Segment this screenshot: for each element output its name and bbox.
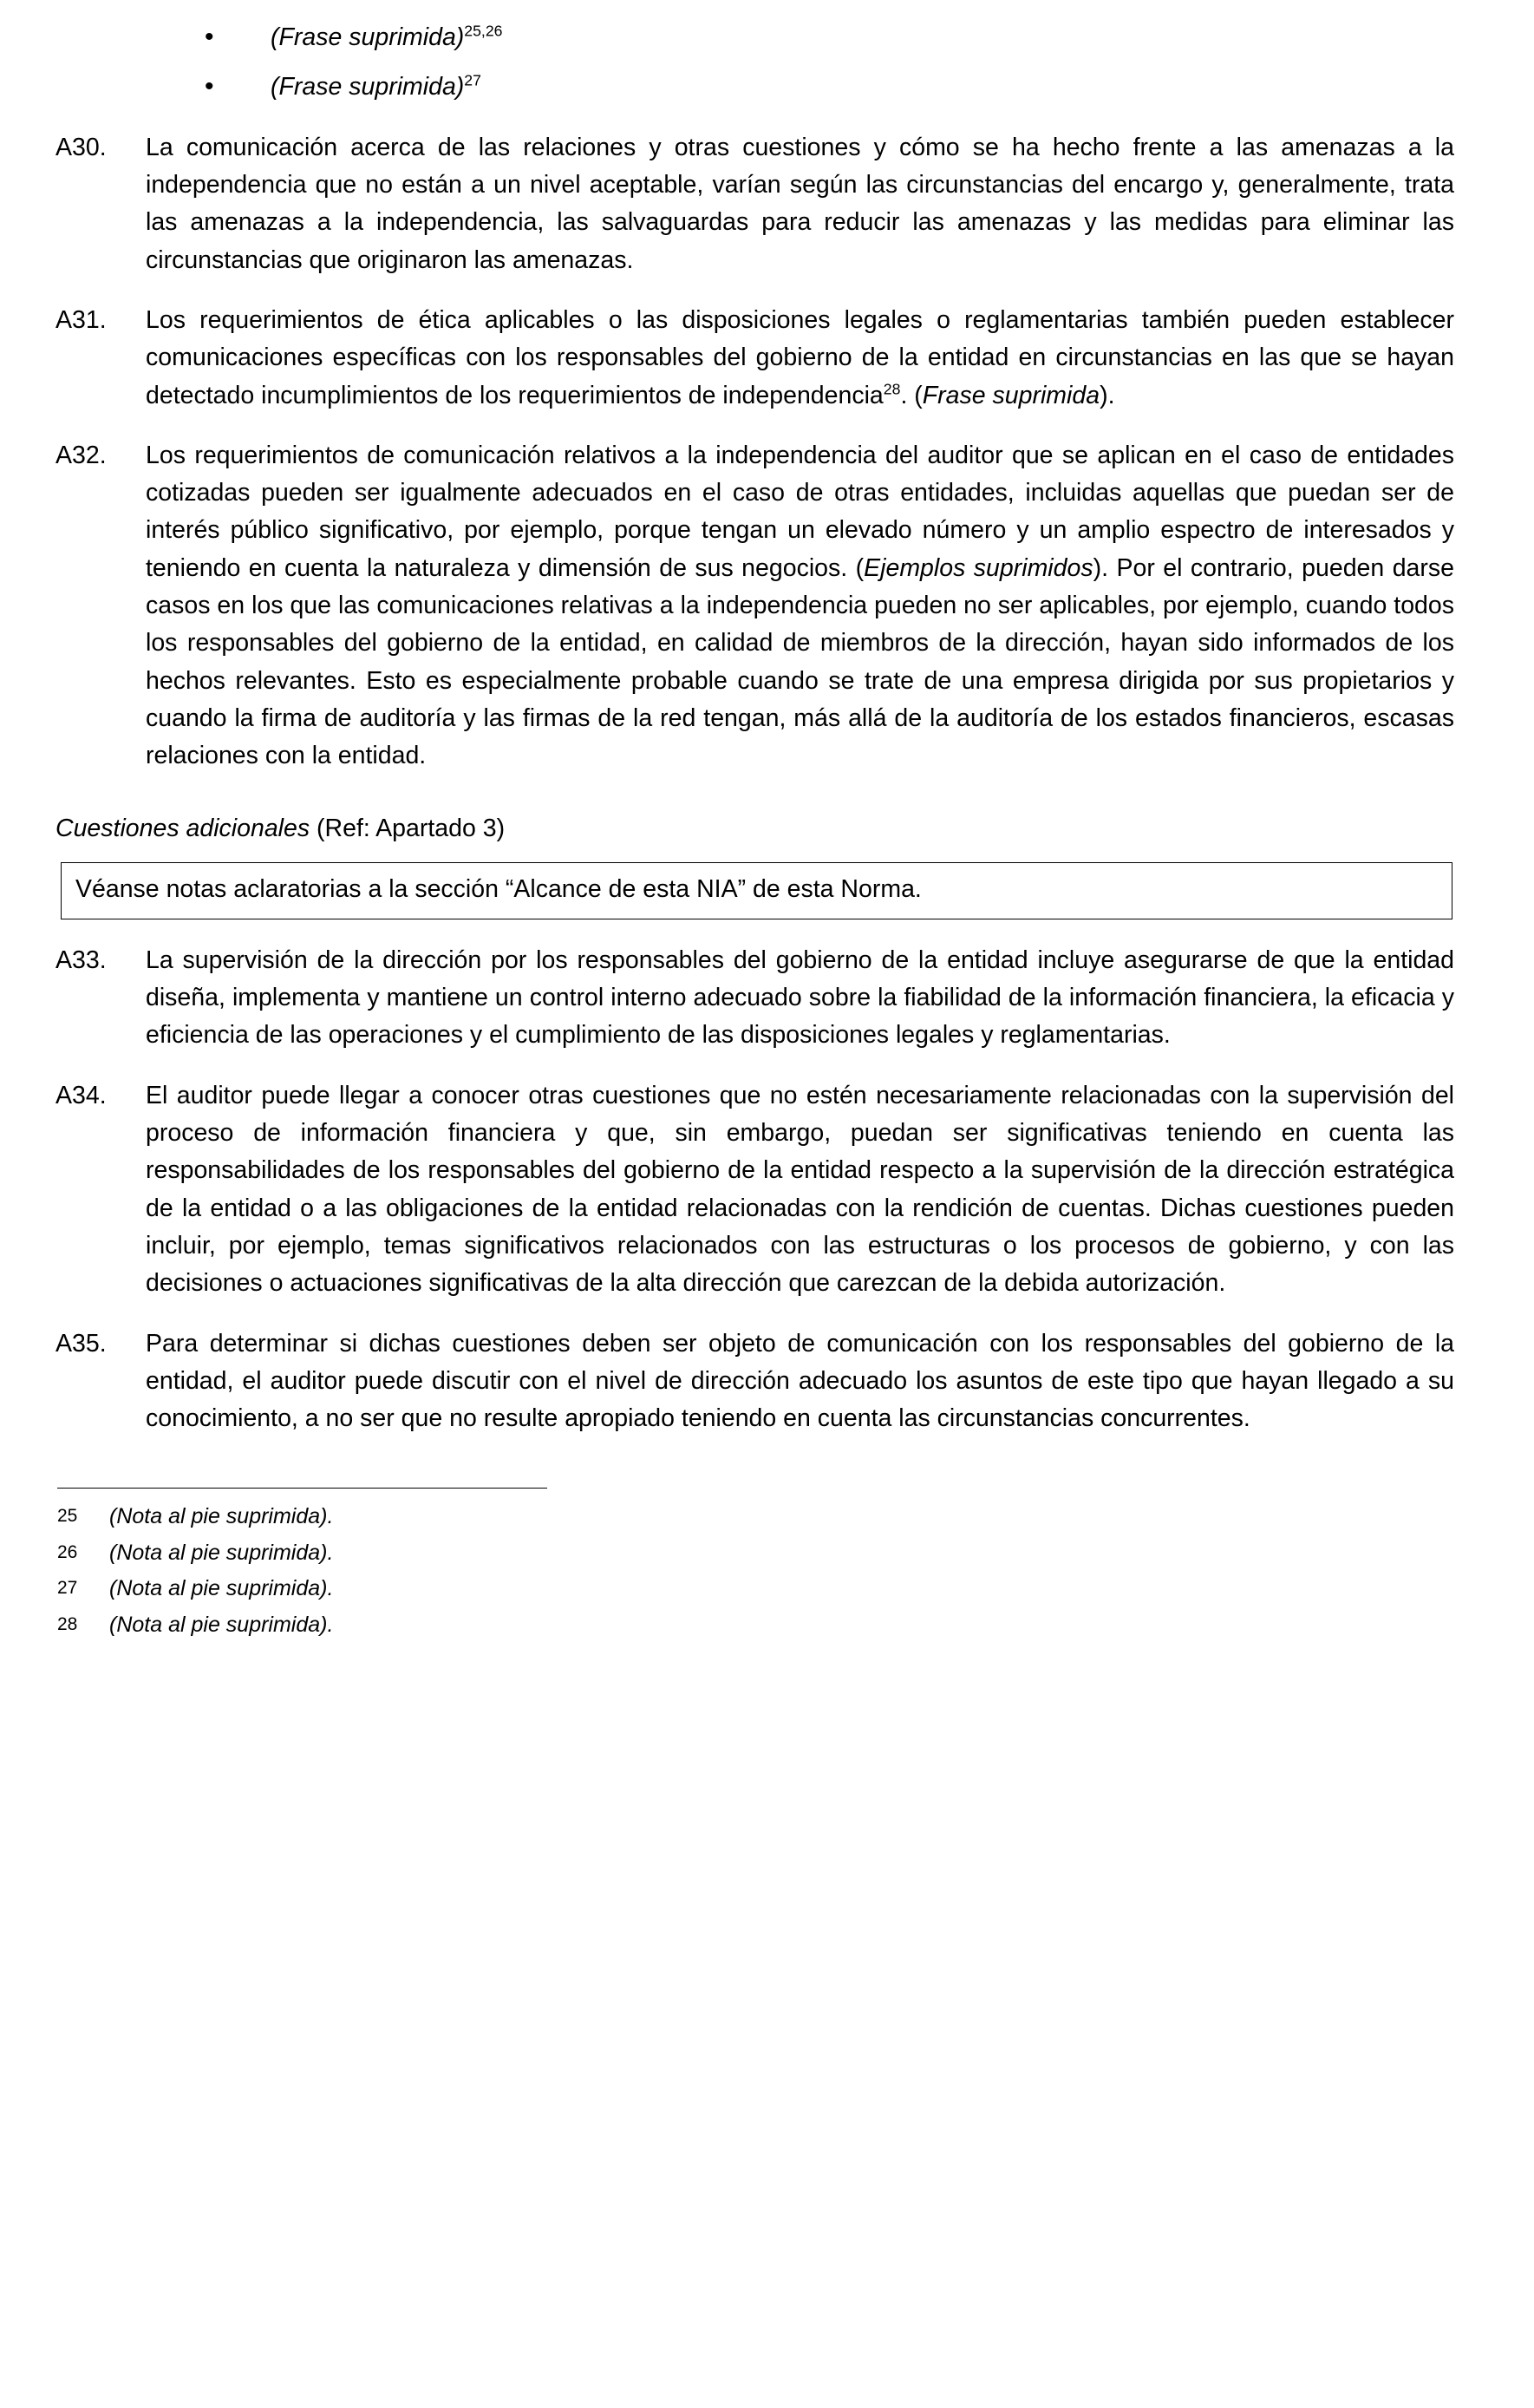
- paragraph-text: Para determinar si dichas cuestiones deben ser objeto de comunicación con los responsables del gobierno de la entidad, el auditor puede discutir con el nivel de dirección adecuado los asuntos de este tipo que hayan llegado a su conocimiento, a no ser que no resulte apropiado teniendo en cuenta las circunstancias concurrentes.: [146, 1329, 1454, 1433]
- paragraph-text: La comunicación acerca de las relaciones y otras cuestiones y cómo se ha hecho frente a las amenazas a la independencia que no están a un nivel aceptable, varían según las circunstancias del encargo y, generalmente, trata las amenazas a la independencia, las salvaguardas para reducir las amenazas y las medidas para eliminar las circunstancias que originaron las amenazas.: [146, 133, 1454, 274]
- subheading-reference: (Ref: Apartado 3): [310, 814, 506, 842]
- footnotes-section: [55, 1488, 1454, 1639]
- footnote-text: (Nota al pie suprimida).: [109, 1612, 334, 1637]
- text-middle: . (: [900, 381, 923, 409]
- footnote-ref: 25,26: [464, 22, 503, 40]
- footnote-text: (Nota al pie suprimida).: [109, 1540, 334, 1565]
- footnote-number: 28: [57, 1613, 78, 1634]
- paragraph-number: A31.: [55, 305, 107, 334]
- clarification-note-box: [61, 862, 1452, 919]
- paragraph-text: La supervisión de la dirección por los responsables del gobierno de la entidad incluye asegurarse de que la entidad diseña, implementa y mantiene un control interno adecuado sobre la fiabilidad de la información financiera, la eficacia y eficiencia de las operaciones y el cumplimiento de las disposiciones legales y reglamentarias.: [146, 946, 1454, 1050]
- subheading-title: Cuestiones adicionales: [55, 814, 310, 842]
- paragraph-a30: [55, 129, 1454, 279]
- footnote-item: [55, 1502, 1454, 1531]
- suppressed-sentences-list: [55, 19, 1454, 107]
- paragraph-text: [146, 437, 1454, 775]
- italic-phrase: Frase suprimida: [922, 381, 1100, 409]
- paragraph-number: A30.: [55, 133, 107, 161]
- text-after: ). Por el contrario, pueden darse casos en los que las comunicaciones relativas a la independencia pueden no ser aplicables, por ejemplo, cuando todos los responsables del gobierno de la entidad, en calidad de miembros de la dirección, hayan sido informados de los hechos relevantes. Esto es especialmente probable cuando se trate de una empresa dirigida por sus propietarios y cuando la firma de auditoría y las firmas de la red tengan, más allá de la auditoría de los estados financieros, escasas relaciones con la entidad.: [146, 553, 1454, 770]
- footnote-item: [55, 1611, 1454, 1639]
- list-item: [55, 69, 1454, 106]
- paragraph-number: A33.: [55, 946, 107, 974]
- paragraph-number: A34.: [55, 1081, 107, 1109]
- footnote-text: (Nota al pie suprimida).: [109, 1576, 334, 1601]
- footnote-separator: [57, 1488, 547, 1489]
- list-item: [55, 19, 1454, 56]
- paragraph-a32: [55, 437, 1454, 775]
- footnote-ref: 28: [883, 380, 901, 397]
- footnote-text: (Nota al pie suprimida).: [109, 1504, 334, 1529]
- footnote-number: 26: [57, 1541, 78, 1562]
- paragraph-a31: [55, 302, 1454, 415]
- bullet-text: (Frase suprimida): [271, 73, 465, 101]
- footnote-item: [55, 1574, 1454, 1603]
- paragraph-text: [146, 302, 1454, 415]
- footnote-ref: 27: [464, 71, 481, 89]
- paragraph-number: A35.: [55, 1329, 107, 1358]
- paragraph-text: El auditor puede llegar a conocer otras cuestiones que no estén necesariamente relacionadas con la supervisión del proceso de información financiera y que, sin embargo, puedan ser significativas teniendo en cuenta las responsabilidades de los responsables del gobierno de la entidad respecto a la supervisión de la dirección estratégica de la entidad o a las obligaciones de la entidad relacionadas con la rendición de cuentas. Dichas cuestiones pueden incluir, por ejemplo, temas significativos relacionados con las estructuras o los procesos de gobierno, y con las decisiones o actuaciones significativas de la alta dirección que carezcan de la debida autorización.: [146, 1081, 1454, 1298]
- section-subheading: [55, 810, 1454, 847]
- note-text: Véanse notas aclaratorias a la sección “Alcance de esta NIA” de esta Norma.: [75, 875, 922, 904]
- paragraph-number: A32.: [55, 441, 107, 469]
- text-before: Los requerimientos de ética aplicables o las disposiciones legales o reglamentarias también pueden establecer comunicaciones específicas con los responsables del gobierno de la entidad en circunstancias en las que se hayan detectado incumplimientos de los requerimientos de independencia: [146, 305, 1454, 409]
- paragraph-a34: [55, 1077, 1454, 1303]
- bullet-text: (Frase suprimida): [271, 23, 465, 51]
- footnote-number: 27: [57, 1578, 78, 1599]
- paragraph-a35: [55, 1325, 1454, 1438]
- footnote-item: [55, 1539, 1454, 1567]
- text-after: ).: [1100, 381, 1115, 409]
- text-before: Los requerimientos de comunicación relativos a la independencia del auditor que se aplican en el caso de entidades cotizadas pueden ser igualmente adecuados en el caso de otras entidades, incluidas aquellas que puedan ser de interés público significativo, por ejemplo, porque tengan un elevado número y un amplio espectro de interesados y teniendo en cuenta la naturaleza y dimensión de sus negocios. (: [146, 441, 1454, 582]
- footnote-number: 25: [57, 1506, 78, 1527]
- italic-phrase: Ejemplos suprimidos: [864, 553, 1093, 582]
- paragraph-a33: [55, 942, 1454, 1055]
